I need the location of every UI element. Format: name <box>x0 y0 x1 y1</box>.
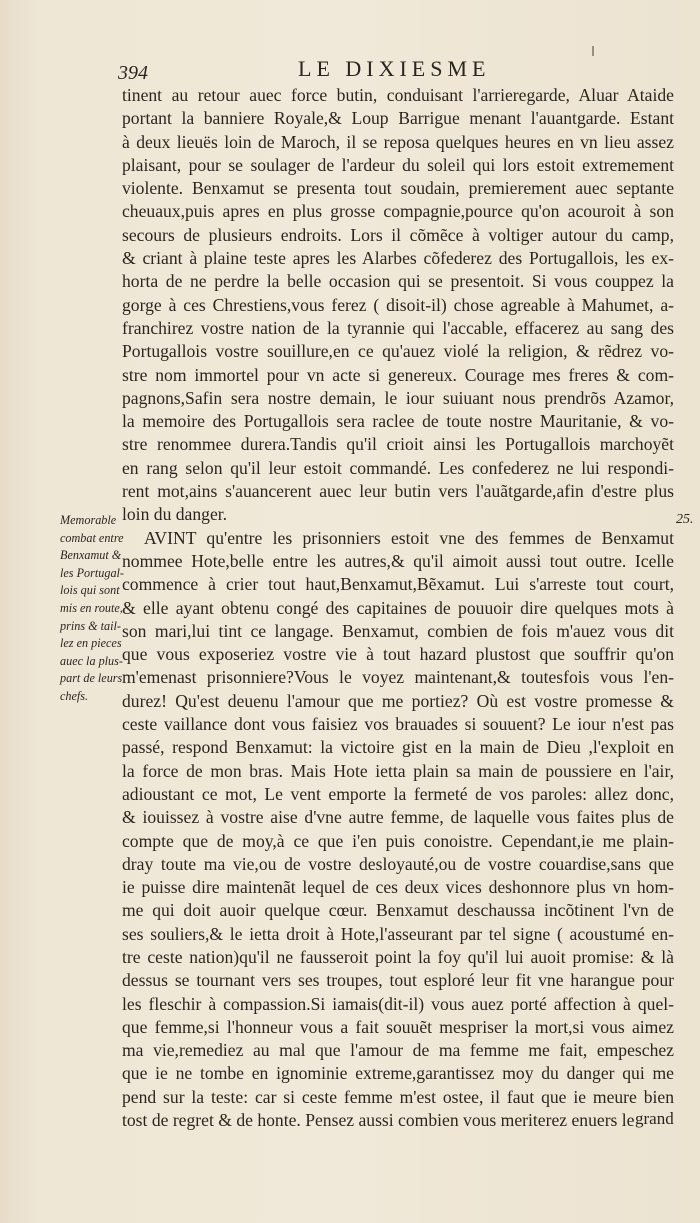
text-line: pagnons,Safin sera nostre demain, le iour suiuant nous prendrõs Azamor, <box>122 387 674 408</box>
text-line: ceste vaillance dont vous faisiez vos brauades si souuent? Le iour n'est pas <box>122 714 674 735</box>
margin-note <box>60 512 122 706</box>
text-line: à deux lieuës loin de Maroch, il se reposa quelques heures en vn lieu assez <box>122 131 674 152</box>
running-head: LE DIXIESME <box>298 56 491 81</box>
page-edge-mark <box>592 46 594 56</box>
text-line: & criant à plaine teste apres les Alarbes cõfederez des Portugallois, les ex- <box>122 248 674 269</box>
text-line: commence à crier tout haut,Benxamut,Bẽxamut. Lui s'arreste tout court, <box>122 574 674 595</box>
text-line: franchirez vostre nation de la tyrannie qui l'accable, effacerez au sang des <box>122 317 674 338</box>
text-line: stre nom immortel pour vn acte si genereux. Courage mes freres & com- <box>122 364 674 385</box>
body-text <box>122 84 674 1132</box>
margin-note-line: mis en route, <box>60 600 123 615</box>
text-line: AVINT qu'entre les prisonniers estoit vne des femmes de Benxamut <box>144 527 674 548</box>
text-line: que ie ne tombe en ignominie extreme,garantissez moy du danger qui me <box>122 1063 674 1084</box>
margin-note-line: Memorable <box>60 513 117 527</box>
margin-note-line: Benxamut & <box>60 548 122 563</box>
text-line: tre ceste nation)qu'il ne fausseroit point la foy qu'il lui auoit promise: & là <box>122 946 674 967</box>
text-line: violente. Benxamut se presenta tout soudain, premierement auec septante <box>122 178 674 199</box>
text-line: loin du danger. <box>122 504 228 525</box>
text-line: portant la banniere Royale,& Loup Barrigue menant l'auantgarde. Estant <box>122 108 674 129</box>
margin-note-line: prins & tail- <box>60 618 121 633</box>
text-line: Portugallois vostre souillure,en ce qu'auez violé la religion, & rẽdrez vo- <box>122 341 674 362</box>
margin-note-line: combat entre <box>60 530 124 545</box>
text-line: me qui doit auoir quelque cœur. Benxamut deschaussa incõtinent l'vn de <box>122 900 674 921</box>
text-line: les fleschir à compassion.Si iamais(dit-il) vous auez porté affection à quel- <box>122 993 674 1014</box>
page-header <box>118 56 678 84</box>
margin-note-line: auec la plus- <box>60 653 123 668</box>
text-line: & iouissez à vostre aise d'vne autre femme, de laquelle vous faites plus de <box>122 807 674 828</box>
text-line: en rang selon qu'il leur estoit commandé. Les confederez ne lui respondi- <box>122 457 674 478</box>
text-line: la memoire des Portugallois sera raclee de toute nostre Mauritanie, & vo- <box>122 411 674 432</box>
text-line: compte que de moy,à ce que i'en puis conoistre. Cependant,ie me plain- <box>122 830 674 851</box>
text-line: que femme,si l'honneur vous a fait souuẽt mespriser la mort,si vous aimez <box>122 1016 674 1037</box>
text-line: nommee Hote,belle entre les autres,& qu'il aimoit aussi tout outre. Icelle <box>122 550 674 571</box>
text-line: son mari,lui tint ce langage. Benxamut, combien de fois m'auez vous dit <box>122 620 674 641</box>
page-number: 394 <box>118 62 148 84</box>
margin-note-line: les Portugal- <box>60 565 124 580</box>
text-line: la force de mon bras. Mais Hote ietta plain sa main de poussiere en l'air, <box>122 760 674 781</box>
catchword: grand <box>635 1109 674 1128</box>
text-line: passé, respond Benxamut: la victoire gist en la main de Dieu ,l'exploit en <box>122 737 674 758</box>
signature-mark: 25. <box>676 512 694 527</box>
text-line: durez! Qu'est deuenu l'amour que me portiez? Où est vostre promesse & <box>122 690 674 711</box>
margin-note-line: part de leurs <box>60 671 123 686</box>
text-line: ma vie,remediez au mal que l'amour de ma femme me fait, empeschez <box>122 1040 674 1061</box>
text-line: tost de regret & de honte. Pensez aussi combien vous meriterez enuers le <box>122 1110 635 1131</box>
text-line: pend sur la teste: car si ceste femme m'est ostee, il faut que ie meure bien <box>122 1086 674 1107</box>
text-line: secours de plusieurs endroits. Lors il cõmẽce à voltiger autour du camp, <box>122 224 674 245</box>
text-line: ie puisse dire maintenãt lequel de ces deux vices deshonnore plus vn hom- <box>122 877 674 898</box>
text-line: m'emenast prisonniere?Vous le voyez maintenant,& toutesfois vous l'en- <box>122 667 674 688</box>
text-line: plaisant, pour se soulager de l'ardeur du soleil qui lors estoit extremement <box>122 154 674 175</box>
text-line: cheuaux,puis apres en plus grosse compagnie,pource qu'on acouroit à son <box>122 201 674 222</box>
margin-note-line: lois qui sont <box>60 583 120 598</box>
text-line: rent mot,ains s'auancerent auec leur butin vers l'auãtgarde,afin d'estre plus <box>122 481 674 502</box>
text-line: adioustant ce mot, Le vent emporte la fermeté de vos paroles: allez donc, <box>122 783 674 804</box>
text-line: horta de ne perdre la belle occasion qui se presentoit. Si vous couppez la <box>122 271 674 292</box>
text-line: gorge à ces Chrestiens,vous ferez ( disoit-il) chose agreable à Mahumet, a- <box>122 294 674 315</box>
text-line: dray toute ma vie,ou de vostre desloyauté,ou de vostre couardise,sans que <box>122 853 674 874</box>
margin-note-line: lez en pieces <box>60 636 122 651</box>
text-line: & elle ayant obtenu congé des capitaines de pouuoir dire quelques mots à <box>122 597 674 618</box>
text-line: ses souliers,& le ietta droit à Hote,l'asseurant par tel signe ( acoustumé en- <box>122 923 674 944</box>
text-line: que vous exposeriez vostre vie à tout hazard plustost que souffrir qu'on <box>122 644 674 665</box>
text-line: stre renommee durera.Tandis qu'il crioit ainsi les Portugallois marchoyẽt <box>122 434 674 455</box>
text-line: tinent au retour auec force butin, conduisant l'arrieregarde, Aluar Ataide <box>122 85 674 105</box>
text-line: dessus se tournant vers ses troupes, tout esploré leur fit vne harangue pour <box>122 970 674 991</box>
margin-note-line: chefs. <box>60 688 89 703</box>
